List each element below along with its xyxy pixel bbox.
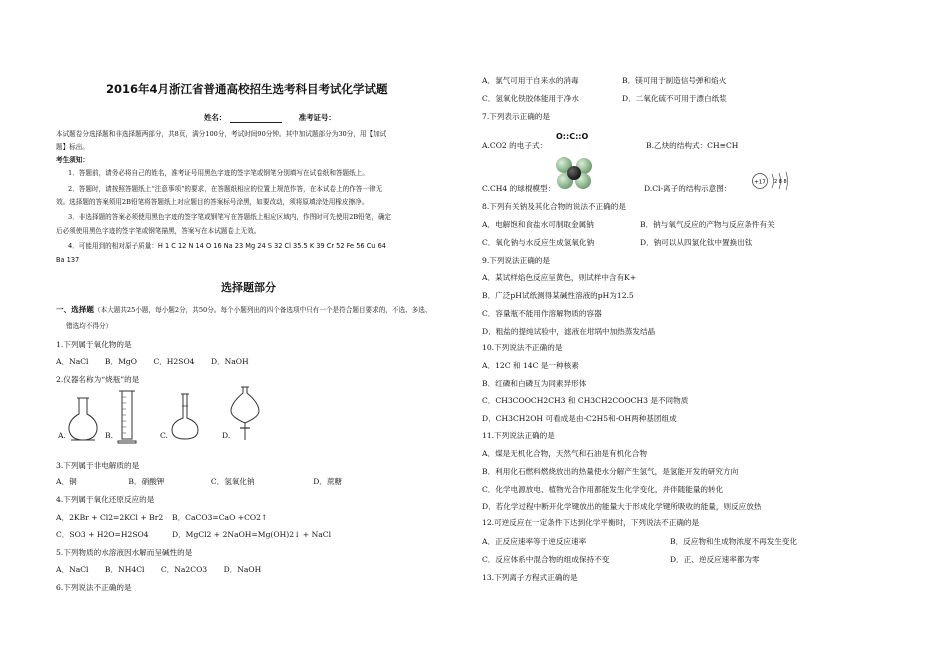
q6-option-c[interactable]: C．氢氧化铁胶体能用于净水: [482, 94, 579, 103]
part-header-cont: 错选均不得分）: [66, 322, 113, 330]
q10-option-c[interactable]: C．CH3COOCH2CH3 和 CH3CH2COOCH3 是不同物质: [482, 396, 689, 405]
graduated-cylinder-icon: [116, 389, 138, 445]
option[interactable]: D．蔗糖: [313, 477, 343, 486]
q9-option-c[interactable]: C．容量瓶不能用作溶解物质的容器: [482, 309, 602, 318]
nucleus-charge: +17: [754, 179, 766, 186]
option[interactable]: B．硝酸钾: [128, 477, 165, 486]
name-blank[interactable]: [230, 114, 282, 123]
q11-option-c[interactable]: C．化学电源放电、植物光合作用都能发生化学变化，并伴随能量的转化: [482, 485, 724, 494]
q4-option-b[interactable]: B．CaCO3=CaO +CO2↑: [172, 513, 268, 522]
electron-shells: 2 8 8: [774, 179, 787, 185]
part-header: 一、选择题（本大题共25小题，每小题2分，共50分。每个小题列出的四个备选项中只有一个是符合题目要求的，不选、多选、: [56, 305, 432, 314]
option[interactable]: D．NaOH: [210, 357, 249, 366]
notice-line: 3．非选择题的答案必须使用黑色字迹的签字笔或钢笔写在答题纸上相应区域内，作图时可先使用2B铅笔，确定: [68, 213, 392, 221]
q10-option-d[interactable]: D．CH3CH2OH 可看成是由-C2H5和-OH两种基团组成: [482, 414, 677, 423]
q11-option-a[interactable]: A．煤是无机化合物，天然气和石油是有机化合物: [482, 449, 647, 458]
q2-label-d[interactable]: D.: [222, 431, 231, 440]
q12-option-d[interactable]: D．正、逆反应速率都为零: [670, 555, 760, 564]
q8-option-a[interactable]: A．电解饱和食盐水可制取金属钠: [482, 220, 594, 229]
question-1-options: [56, 357, 263, 367]
notice-line: 2．答题时，请按照答题纸上“注意事项”的要求，在答题纸相应的位置上规范作答，在本试卷上的作答一律无: [68, 185, 383, 193]
co2-electron-formula: O::C::O: [556, 132, 589, 141]
q8-option-c[interactable]: C．氧化钠与水反应生成氢氧化钠: [482, 238, 595, 247]
q10-option-b[interactable]: B．红磷和白磷互为同素异形体: [482, 379, 587, 388]
question-2: 2.仪器名称为“烧瓶”的是: [56, 375, 140, 384]
question-12: 12.可逆反应在一定条件下达到化学平衡时，下列说法不正确的是: [482, 518, 700, 527]
notice-line: 1．答题前，请务必将自己的姓名，准考证号用黑色字迹的签字笔或钢笔分别填写在试卷纸和答题纸上。: [68, 169, 369, 177]
notice-line: 后必须使用黑色字迹的签字笔或钢笔描黑，答案写在本试题卷上无效。: [56, 227, 261, 235]
intro-line: 题】标出。: [56, 143, 89, 151]
section-title: 选择题部分: [221, 281, 276, 294]
q11-option-b[interactable]: B．利用化石燃料燃烧放出的热量使水分解产生氢气，是氢能开发的研究方向: [482, 467, 739, 476]
q4-option-a[interactable]: A．2KBr + Cl2=2KCl + Br2: [56, 513, 164, 522]
q7-option-c[interactable]: C.CH4 的球棍模型：: [482, 184, 556, 193]
question-7: 7.下列表示正确的是: [482, 112, 550, 121]
q6-option-b[interactable]: B．镁可用于制造信号弹和焰火: [622, 76, 727, 85]
q2-label-a[interactable]: A.: [58, 431, 66, 440]
q7-option-b[interactable]: B.乙炔的结构式：CH≡CH: [646, 141, 739, 150]
notice-line: 效。选择题的答案须用2B铅笔将答题纸上对应题目的答案标号涂黑，如要改动，须将原填涂处用橡皮擦净。: [56, 198, 369, 206]
question-4: 4.下列属于氧化还原反应的是: [56, 495, 155, 504]
q2-label-b[interactable]: B.: [105, 431, 113, 440]
q9-option-a[interactable]: A．某试样焰色反应呈黄色，则试样中含有K+: [482, 273, 637, 282]
option[interactable]: C．Na2CO3: [160, 565, 208, 574]
option[interactable]: B．MgO: [104, 357, 137, 366]
option[interactable]: A．NaCl: [56, 357, 89, 366]
flat-bottom-flask-icon: [66, 396, 100, 442]
methane-ball-stick-model-icon: [552, 156, 596, 190]
q10-option-a[interactable]: A．12C 和 14C 是一种核素: [482, 361, 579, 370]
page-title: 2016年4月浙江省普通高校招生选考科目考试化学试题: [106, 82, 388, 96]
q2-label-c[interactable]: C.: [160, 431, 168, 440]
question-5: 5.下列物质的水溶液因水解而呈碱性的是: [56, 548, 193, 557]
question-3: 3.下列属于非电解质的是: [56, 461, 140, 470]
q4-option-d[interactable]: D．MgCl2 + 2NaOH=Mg(OH)2↓ + NaCl: [172, 530, 331, 539]
question-13: 13.下列离子方程式正确的是: [482, 573, 578, 582]
q12-option-c[interactable]: C．反应体系中混合物的组成保持不变: [482, 555, 610, 564]
notice-title: 考生须知：: [56, 156, 89, 164]
q12-option-b[interactable]: B．反应物和生成物浓度不再发生变化: [670, 537, 798, 546]
name-field: 姓名： 准考证号：: [204, 113, 336, 122]
notice-line: 4．可能用到的相对原子质量：H 1 C 12 N 14 O 16 Na 23 Mg 24 S 32 Cl 35.5 K 39 Cr 52 Fe 56 Cu 64: [68, 242, 386, 250]
q7-option-d[interactable]: D.Cl-离子的结构示意图：: [644, 184, 732, 193]
volumetric-flask-icon: [169, 392, 201, 442]
question-11: 11.下列说法正确的是: [482, 431, 555, 440]
question-8: 8.下列有关钠及其化合物的说法不正确的是: [482, 202, 626, 211]
question-3-options: [56, 477, 342, 487]
question-6: 6.下列说法不正确的是: [56, 583, 132, 592]
option[interactable]: C．H2SO4: [153, 357, 195, 366]
q8-option-d[interactable]: D．钠可以从四氯化钛中置换出钛: [640, 238, 753, 247]
question-1: 1.下列属于氧化物的是: [56, 340, 132, 349]
q7-option-a[interactable]: A.CO2 的电子式：: [482, 141, 548, 150]
q11-option-d[interactable]: D．若化学过程中断开化学键放出的能量大于形成化学键所吸收的能量，则反应放热: [482, 502, 762, 511]
notice-line: Ba 137: [56, 256, 80, 264]
chloride-ion-structure-icon: [750, 170, 798, 192]
q4-option-c[interactable]: C．SO3 + H2O=H2SO4: [56, 530, 149, 539]
q9-option-b[interactable]: B．广泛pH试纸测得某碱性溶液的pH为12.5: [482, 291, 634, 300]
q6-option-d[interactable]: D．二氧化硫不可用于漂白纸浆: [622, 94, 727, 103]
q6-option-a[interactable]: A．氯气可用于自来水的消毒: [482, 76, 579, 85]
q12-option-a[interactable]: A．正反应速率等于逆反应速率: [482, 537, 587, 546]
q9-option-d[interactable]: D．粗盐的提纯试验中，滤液在坩埚中加热蒸发结晶: [482, 327, 656, 336]
option[interactable]: D．NaOH: [223, 565, 262, 574]
q8-option-b[interactable]: B．钠与氧气反应的产物与反应条件有关: [640, 220, 775, 229]
option[interactable]: C．氢氧化钠: [210, 477, 255, 486]
option[interactable]: B．NH4Cl: [104, 565, 145, 574]
separatory-funnel-icon: [228, 385, 262, 443]
option[interactable]: A．NaCl: [56, 565, 89, 574]
question-5-options: [56, 565, 275, 575]
option[interactable]: A．铜: [56, 477, 77, 486]
intro-line: 本试题卷分选择题和非选择题两部分，共8页，满分100分，考试时间90分钟。其中加试题部分为30分，用【加试: [56, 130, 387, 138]
question-10: 10.下列说法不正确的是: [482, 343, 563, 352]
question-9: 9.下列说法正确的是: [482, 256, 550, 265]
